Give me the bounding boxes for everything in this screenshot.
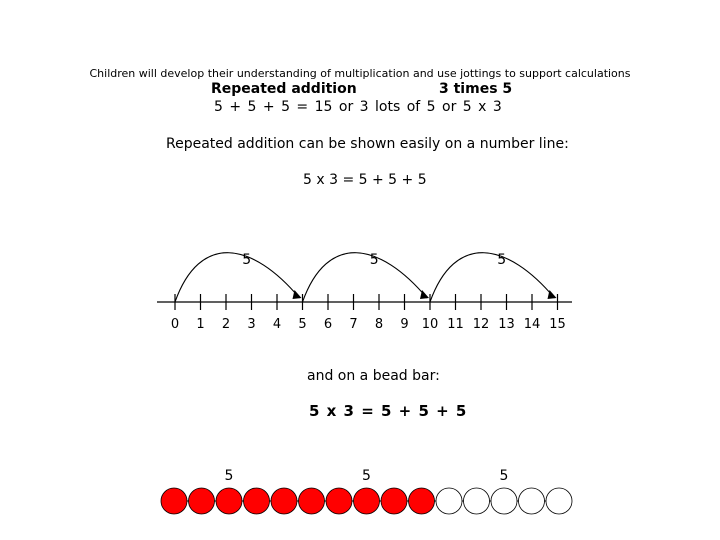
number-line-tick-label: 14 xyxy=(523,317,541,332)
number-line-tick-label: 0 xyxy=(170,317,180,332)
bead xyxy=(491,488,517,514)
bead-group-label: 5 xyxy=(499,468,509,484)
bead xyxy=(326,488,352,514)
bead xyxy=(244,488,270,514)
bead xyxy=(381,488,407,514)
repeated-addition-heading: Repeated addition xyxy=(211,81,357,97)
jump-label: 5 xyxy=(497,252,507,268)
bead xyxy=(161,488,187,514)
number-line-tick-label: 6 xyxy=(323,317,333,332)
number-line-equation: 5 x 3 = 5 + 5 + 5 xyxy=(303,172,427,188)
bead xyxy=(546,488,572,514)
bead xyxy=(216,488,242,514)
bead-bar-intro: and on a bead bar: xyxy=(307,368,440,384)
bead xyxy=(436,488,462,514)
intro-text: Children will develop their understanding of multiplication and use jottings to support calculations xyxy=(89,67,631,80)
number-line-tick-label: 11 xyxy=(447,317,464,332)
jump-arc xyxy=(430,253,555,302)
bead-bar xyxy=(0,458,720,538)
bead xyxy=(271,488,297,514)
bead xyxy=(464,488,490,514)
number-line-tick-label: 7 xyxy=(349,317,358,332)
equivalence-statement: 5 + 5 + 5 = 15 or 3 lots of 5 or 5 x 3 xyxy=(214,99,502,115)
number-line-tick-label: 10 xyxy=(421,317,439,332)
bead-group-label: 5 xyxy=(224,468,234,484)
number-line-tick-label: 13 xyxy=(498,317,515,332)
number-line-tick-label: 2 xyxy=(221,317,231,332)
number-line-tick-label: 9 xyxy=(400,317,409,332)
number-line xyxy=(0,240,720,340)
jump-arc xyxy=(175,253,300,302)
bead-group-label: 5 xyxy=(362,468,371,484)
number-line-tick-label: 1 xyxy=(196,317,205,332)
bead xyxy=(519,488,545,514)
jump-label: 5 xyxy=(242,252,252,268)
number-line-tick-label: 12 xyxy=(472,317,490,332)
bead-bar-equation: 5 x 3 = 5 + 5 + 5 xyxy=(309,402,468,420)
three-times-five-heading: 3 times 5 xyxy=(439,81,513,97)
number-line-tick-label: 15 xyxy=(549,317,566,332)
number-line-tick-label: 4 xyxy=(272,317,282,332)
bead xyxy=(189,488,215,514)
number-line-tick-label: 5 xyxy=(298,317,307,332)
bead xyxy=(354,488,380,514)
jump-label: 5 xyxy=(369,252,379,268)
bead xyxy=(409,488,435,514)
jump-arc xyxy=(303,253,428,302)
number-line-tick-label: 8 xyxy=(374,317,384,332)
bead xyxy=(299,488,325,514)
number-line-tick-label: 3 xyxy=(247,317,256,332)
number-line-intro: Repeated addition can be shown easily on a number line: xyxy=(166,136,569,152)
